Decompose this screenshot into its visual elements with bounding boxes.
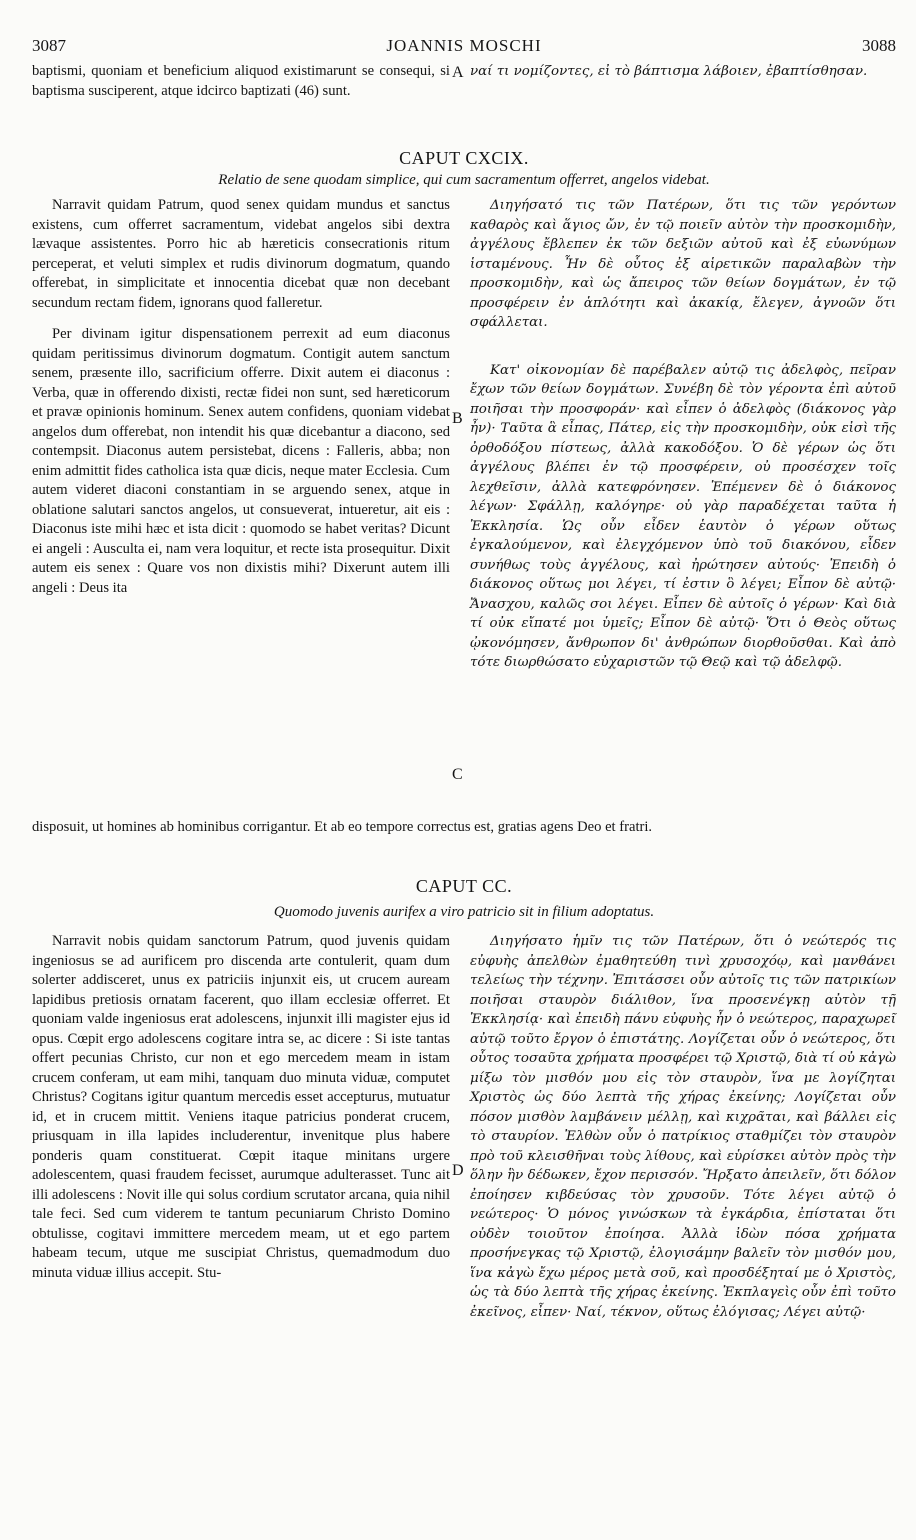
chapter-200-latin-text: Narravit nobis quidam sanctorum Patrum, quod juvenis quidam ingeniosus se ad aurificem pro discenda arte contulerit, quam dum solerter addisceret, unus ex patriciis injunxit eis, ut crucem auream lapidibus pretiosis ornatam facerent, quo illam ecclesiæ offerret. Et quoniam valde ingeniosus erat adolescens, injunxit illi magister ejus id opus. Cœpit ergo adolescens cogitare intra se, ac dicere : Si iste tantas offert pecunias Christo, cur non et ego mercedem meam in istam crucem conferam, ut eam mihi, tanquam duo minuta viduæ, computet Christus? Cogitans igitur quantum mercedis esset accepturus, mutuatur id, et in crucem mittit. Veniens itaque patricius ponderat crucem, priusquam in illa lapides includerentur, invenitque plus habere ponderis quam constituerat. Cœpit itaque minitans urgere adolescentem, quasi fraudem fecisset, aurumque adulterasset. Tunc ait illi adolescens : Novit ille qui solus cordium scrutator arcana, quia nihil tale feci. Sed cum viderem te tantum pecuniarum Christo Domino obtulisse, cogitavi immittere mercedem meam, ut et ego partem habeam tecum, utque me suscipiat Christus, quemadmodum duo minuta viduæ illius accepit. Stu-	[32, 933, 450, 1281]
chapter-199-greek-column	[470, 196, 896, 673]
top-greek-column	[470, 62, 896, 82]
margin-letter-d: D	[452, 1162, 464, 1179]
margin-letter-a: A	[452, 64, 464, 81]
chapter-200-title: Quomodo juvenis aurifex a viro patricio sit in filium adoptatus.	[273, 904, 655, 920]
column-number-right: 3088	[862, 36, 896, 55]
chapter-199-heading: CAPUT CXCIX.	[399, 148, 529, 168]
running-head: JOANNIS MOSCHI	[386, 36, 542, 55]
column-number-left: 3087	[32, 36, 66, 55]
top-latin-text: baptismi, quoniam et beneficium aliquod existimarunt se consequi, si baptisma susciperent, atque idcirco baptizati (46) sunt.	[32, 63, 450, 99]
chapter-200-heading: CAPUT CC.	[415, 876, 513, 896]
chapter-199-greek-paragraph-1: Διηγήσατό τις τῶν Πατέρων, ὅτι τις τῶν γερόντων καθαρὸς καὶ ἅγιος ὤν, ἐν τῷ ποιεῖν αὐτὸν τὴν προσκομιδὴν, ἀγγέλους ἔβλεπεν ἐκ τῶν δεξιῶν αὐτοῦ καὶ ἐξ εὐωνύμων ἱσταμένους. Ἦν δὲ οὗτος ἐξ αἱρετικῶν παραλαβὼν τὴν προσκομιδὴν, καὶ ὡς ἄπειρος τῶν θείων δογμάτων, ἐν τῷ προσφέρειν ἐν ἁπλότητι καὶ ἀκακίᾳ, ἔλεγεν, ἀγνοῶν ὅτι σφάλλεται.	[470, 198, 896, 330]
chapter-200-greek-text: Διηγήσατο ἡμῖν τις τῶν Πατέρων, ὅτι ὁ νεώτερός τις εὐφυὴς ἀπελθὼν ἐμαθητεύθη τινὶ χρυσοχόῳ, καὶ μανθάνει τελείως τὴν τέχνην. Ἐπιτάσσει οὖν αὐτοῖς τις τῶν πατρικίων ποιῆσαι σταυρὸν διάλιθον, ἵνα προσενέγκῃ αὐτὸν τῇ Ἐκκλησίᾳ· καὶ ἐπειδὴ πάνυ εὐφυὴς ἦν ὁ νεώτερος, παραχωρεῖ αὐτῷ τοῦτο ἔργον ὁ ἐπιστάτης. Λογίζεται οὖν ὁ νεώτερος, ὅτι οὗτος τοσαῦτα χρήματα προσφέρει τῷ Χριστῷ, διὰ τί οὐ κἀγὼ μίξω τὸν μισθόν μου εἰς τὸν σταυρὸν, ἵνα με λογίζηται Χριστὸς ὡς δύο λεπτὰ τῆς χήρας ἐκείνης; Λογίζεται οὖν πόσον μισθὸν λαμβάνειν μέλλῃ, καὶ κιχρᾶται, καὶ βάλλει εἰς τὸ σταυρίον. Ἐλθὼν οὖν ὁ πατρίκιος σταθμίζει τὸν σταυρὸν πρὸ τοῦ κλεισθῆναι τοὺς λίθους, καὶ εὑρίσκει αὐτὸν πρὸς τὴν ὅλην ἣν δέδωκεν, ἔχον περισσόν. Ἤρξατο ἀπειλεῖν, ὅτι δόλον ἐποίησεν κιβδεύσας τὸν χρυσοῦν. Τότε λέγει αὐτῷ ὁ νεώτερος· Ὁ μόνος γινώσκων τὰ ἐγκάρδια, ἐπίσταται ὅτι οὐδὲν τοιοῦτον ἐποίησα. Ἀλλὰ ἰδὼν πόσα χρήματα προσήνεγκας τῷ Χριστῷ, ἐλογισάμην βαλεῖν τὸν μισθόν μου, ἵνα κἀγὼ ἔχω μέρος μετὰ σοῦ, καὶ προσδέξηταί με ὁ Χριστὸς, ὡς τὰ δύο λεπτὰ τῆς χήρας ἐκείνης. Ἐκπλαγεὶς οὖν ἐπὶ τοῦτο ἐκεῖνος, εἶπεν· Ναί, τέκνον, οὕτως ἐλόγισας; Λέγει αὐτῷ·	[470, 934, 896, 1320]
chapter-199-latin-paragraph-1: Narravit quidam Patrum, quod senex quidam mundus et sanctus existens, cum offerret sacramentum, videbat angelos sibi dextra lævaque assistentes. Porro hic ab hæreticis consecrationis ritum perceperat, et veluti simplex et rudis divinorum dogmatum, quando offerebat, in simplicitate et innocentia dicebat quæ non decebant secundum rectam fidem, ignorans quod falleretur.	[32, 197, 450, 311]
chapter-199-title: Relatio de sene quodam simplice, qui cum sacramentum offerret, angelos videbat.	[218, 172, 710, 188]
chapter-200-latin-column	[32, 932, 450, 1283]
chapter-199-latin-column	[32, 196, 450, 598]
margin-letter-b: B	[452, 410, 463, 427]
chapter-199-closing: disposuit, ut homines ab hominibus corrigantur. Et ab eo tempore correctus est, gratias agens Deo et fratri.	[32, 819, 653, 835]
top-latin-column	[32, 62, 450, 101]
page	[32, 0, 896, 1540]
chapter-200-greek-column	[470, 932, 896, 1322]
chapter-199-latin-paragraph-2: Per divinam igitur dispensationem perrexit ad eum diaconus quidam peritissimus divinorum dogmatum. Contigit autem sanctum senem, præsente illo, sacrificium offerre. Dixit autem ei diaconus : Verba, quæ in offerendo dixisti, rectæ fidei non sunt, sed hæreticorum et pravæ opinionis hominum. Senex autem confidens, quoniam videbat angelos dum offerebat, non intendit his quæ dicebantur a diacono, sed contempsit. Diaconus autem persistebat, dicens : Falleris, abba; non enim admittit fides catholica ista quæ dicis, neque mater Ecclesia. Cum autem videret diaconi constantiam in se arguendo senex, atque in oblatione salutari sanctos angelos, ut consueverat, intueretur, ait eis : Diaconus iste mihi hæc et ista dicit : quomodo se habet veritas? Dicunt ei angeli : Ausculta ei, nam vera loquitur, et recte ista prosequitur. Dixit autem eis senex : Quare vos non dixistis mihi? Dixerunt autem illi angeli : Deus ita	[32, 326, 450, 596]
margin-letter-c: C	[452, 766, 463, 783]
top-greek-text: ναί τι νομίζοντες, εἰ τὸ βάπτισμα λάβοιεν, ἐβαπτίσθησαν.	[470, 64, 868, 79]
page-header	[32, 36, 896, 60]
chapter-199-greek-paragraph-2: Κατ' οἰκονομίαν δὲ παρέβαλεν αὐτῷ τις ἀδελφὸς, πεῖραν ἔχων τῶν θείων δογμάτων. Συνέβη δὲ τὸν γέροντα ἐπὶ αὐτοῦ ποιῆσαι τὴν προσφοράν· καὶ εἶπεν ὁ ἀδελφὸς (διάκονος γὰρ ἦν)· Ταῦτα ἃ εἶπας, Πάτερ, εἰς τὴν προσκομιδὴν, οὐκ εἰσὶ τῆς ὀρθοδόξου πίστεως, ἀλλὰ κακοδόξου. Ὁ δὲ γέρων ὡς ὅτι ἀγγέλους βλέπει ἐν τῷ προσφέρειν, οὐ προσέσχεν τοῖς λεχθεῖσιν, ἀλλὰ κατεφρόνησεν. Ἐπέμενεν δὲ ὁ διάκονος λέγων· Σφάλλῃ, καλόγηρε· οὐ γὰρ παραδέχεται ταῦτα ἡ Ἐκκλησία. Ὡς οὖν εἶδεν ἑαυτὸν ὁ γέρων οὕτως ἐγκαλούμενον, καὶ ἐλεγχόμενον ὑπὸ τοῦ διακόνου, εἶδεν συνήθως τοὺς ἀγγέλους, καὶ ἠρώτησεν αὐτούς· Ἐπειδὴ ὁ διάκονος οὕτως μοι λέγει, τί ἐστιν ὃ λέγει; Εἶπον δὲ αὐτῷ· Ἄνασχου, καλῶς σοι λέγει. Εἶπεν δὲ αὐτοῖς ὁ γέρων· Καὶ διὰ τί οὐκ εἴπατέ μοι ὑμεῖς; Εἶπον δὲ αὐτῷ· Ὅτι ὁ Θεὸς οὕτως ᾠκονόμησεν, ἄνθρωπον δι' ἀνθρώπων διορθοῦσθαι. Καὶ ἀπὸ τότε διωρθώσατο εὐχαριστῶν τῷ Θεῷ καὶ τῷ ἀδελφῷ.	[470, 362, 896, 670]
